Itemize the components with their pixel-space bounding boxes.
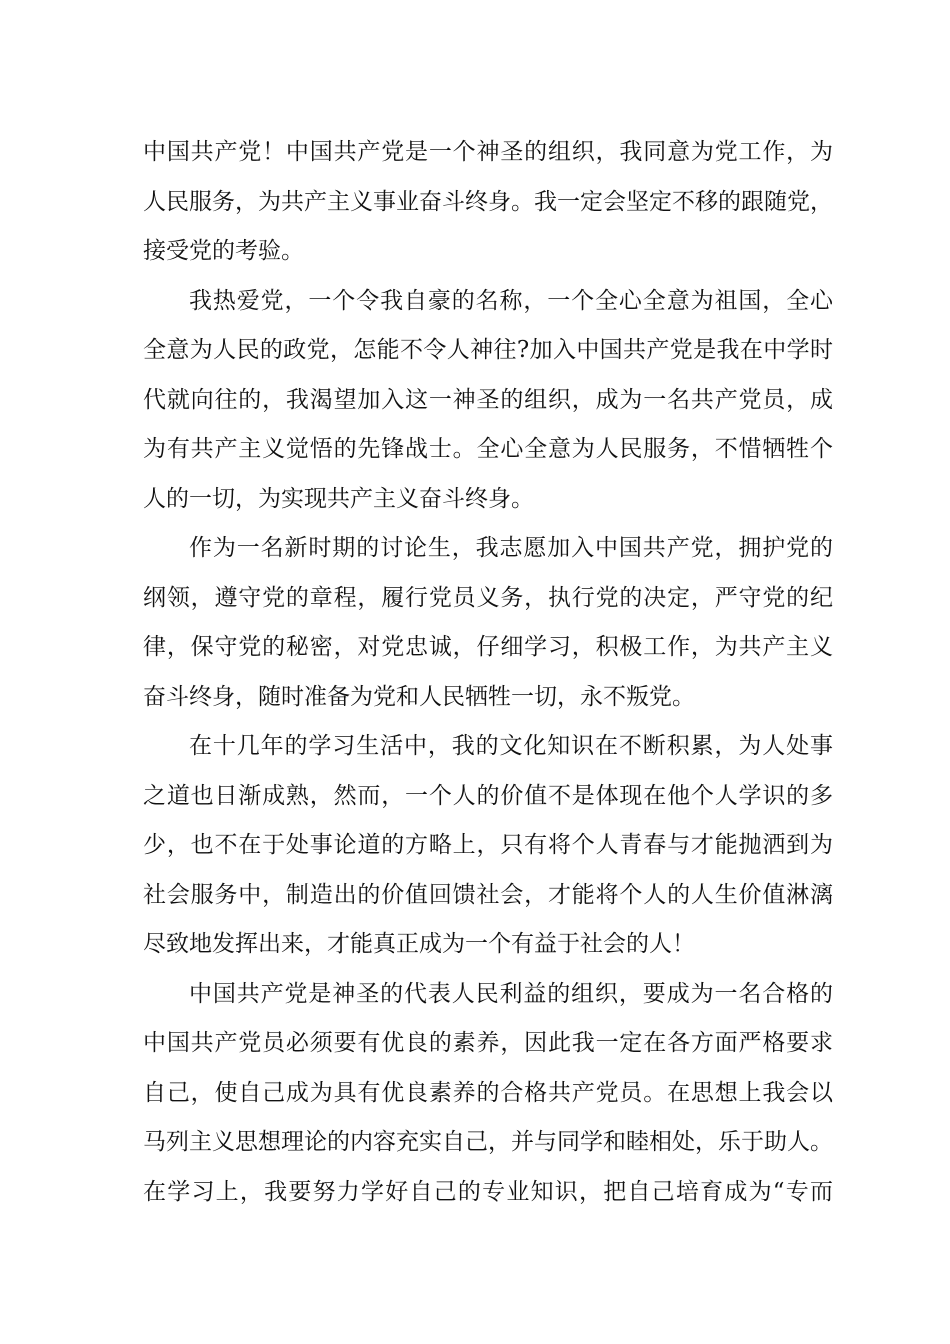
text-line: 自己，使自己成为具有优良素养的合格共产党员。在思想上我会以 (143, 1079, 833, 1106)
paragraph (143, 722, 833, 970)
text-line: 在学习上，我要努力学好自己的专业知识，把自己培育成为“专而 (143, 1178, 833, 1205)
paragraph (143, 970, 833, 1218)
text-line: 社会服务中，制造出的价值回馈社会，才能将个人的人生价值淋漓 (143, 881, 833, 908)
text-line: 奋斗终身，随时准备为党和人民牺牲一切，永不叛党。 (143, 683, 695, 710)
text-line: 作为一名新时期的讨论生，我志愿加入中国共产党，拥护党的 (189, 535, 833, 561)
text-line: 接受党的考验。 (143, 238, 304, 264)
text-line: 人民服务，为共产主义事业奋斗终身。我一定会坚定不移的跟随党， (143, 188, 833, 215)
text-line: 之道也日渐成熟，然而，一个人的价值不是体现在他个人学识的多 (143, 782, 833, 809)
text-line: 中国共产党是神圣的代表人民利益的组织，要成为一名合格的 (189, 980, 833, 1007)
text-line: 人的一切，为实现共产主义奋斗终身。 (143, 485, 534, 512)
text-line: 中国共产党员必须要有优良的素养，因此我一定在各方面严格要求 (143, 1030, 833, 1056)
text-line: 律，保守党的秘密，对党忠诚，仔细学习，积极工作，为共产主义 (143, 634, 833, 660)
text-line: 尽致地发挥出来，才能真正成为一个有益于社会的人！ (143, 931, 695, 957)
text-line: 代就向往的，我渴望加入这一神圣的组织，成为一名共产党员，成 (143, 386, 833, 413)
document-body (143, 128, 833, 1217)
text-line: 中国共产党！中国共产党是一个神圣的组织，我同意为党工作，为 (143, 139, 833, 165)
text-line: 我热爱党，一个令我自豪的名称，一个全心全意为祖国，全心 (189, 287, 833, 314)
text-line: 纲领，遵守党的章程，履行党员义务，执行党的决定，严守党的纪 (143, 584, 833, 611)
text-line: 在十几年的学习生活中，我的文化知识在不断积累，为人处事 (189, 733, 833, 759)
text-line: 马列主义思想理论的内容充实自己，并与同学和睦相处，乐于助人。 (143, 1129, 833, 1155)
paragraph (143, 524, 833, 722)
text-line: 全意为人民的政党，怎能不令人神往?加入中国共产党是我在中学时 (143, 337, 833, 363)
paragraph (143, 128, 833, 277)
text-line: 少，也不在于处事论道的方略上，只有将个人青春与才能抛洒到为 (143, 832, 833, 858)
text-line: 为有共产主义觉悟的先锋战士。全心全意为人民服务，不惜牺牲个 (143, 436, 833, 462)
paragraph (143, 277, 833, 525)
